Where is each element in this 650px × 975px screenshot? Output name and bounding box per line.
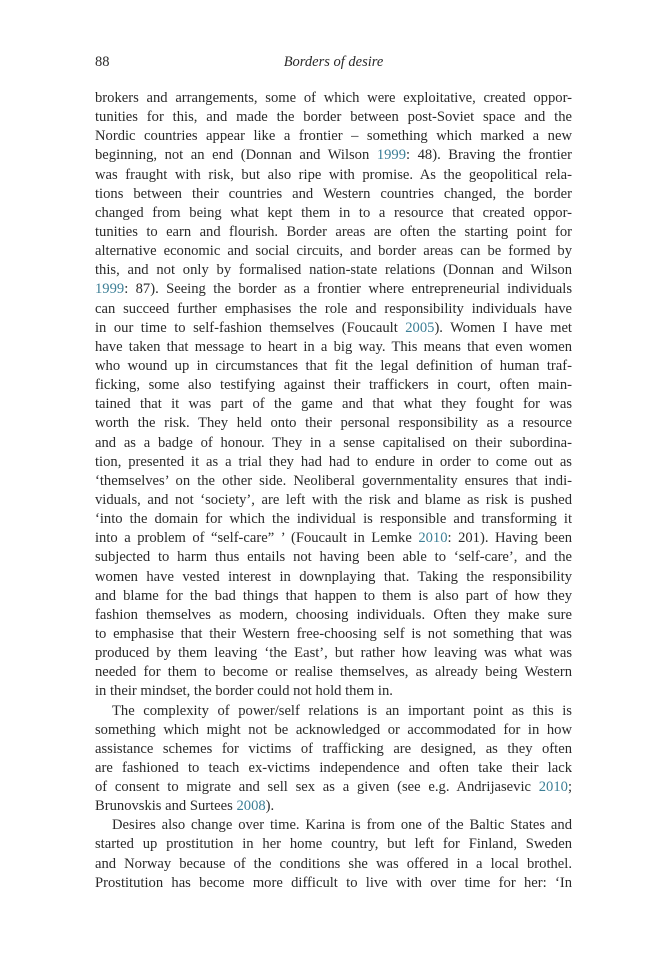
text-segment: : 87). Seeing the border as a frontier where entrepreneurial individuals [124,281,572,298]
text-line [95,376,572,395]
text-segment: tions between their countries and Western countries changed, the border [95,185,572,202]
citation-year-link[interactable]: 2010 [418,530,448,547]
text-segment: ; [567,779,572,796]
text-line [95,721,572,740]
text-line [95,108,572,127]
text-line [95,185,572,204]
text-segment: something which might not be acknowledged or accommodated for in how [95,721,572,738]
text-line [95,797,572,816]
text-line [95,682,572,701]
text-segment: who wound up in circumstances that fit the legal definition of human traf- [95,357,572,374]
text-line [95,568,572,587]
citation-year-link[interactable]: 2008 [236,798,266,815]
running-title: Borders of desire [283,54,384,70]
text-segment: worth the risk. They held onto their personal responsibility as a resource [95,415,572,432]
text-line [95,874,572,893]
text-segment: brokers and arrangements, some of which were exploitative, created oppor- [95,90,572,106]
text-line [95,644,572,663]
text-segment: this, and not only by formalised nation-state relations (Donnan and Wilson [95,262,572,279]
text-segment: Prostitution has become more difficult to live with over time for her: ‘In [95,874,572,891]
text-line [95,510,572,529]
text-line [95,835,572,854]
page-header [95,52,572,72]
text-line [95,816,572,835]
text-line [95,357,572,376]
text-line [95,529,572,548]
text-segment: to emphasise that their Western free-choosing self is not something that was [95,625,572,642]
text-line [95,453,572,472]
text-segment: can succeed further emphasises the role and responsibility individuals have [95,300,572,317]
citation-year-link[interactable]: 1999 [95,281,125,298]
text-line [95,587,572,606]
text-segment: tunities for this, and made the border between post-Soviet space and the [95,109,572,126]
text-line [95,491,572,510]
text-segment: into a problem of “self-care” ’ (Foucault in Lemke [95,530,419,547]
text-line [95,740,572,759]
text-line [95,261,572,280]
text-line [95,778,572,797]
text-line [95,759,572,778]
text-segment: women have vested interest in downplaying that. Taking the responsibility [95,568,572,585]
text-segment: ficking, some also testifying against their traffickers in court, often main- [95,377,572,394]
text-line [95,319,572,338]
text-segment: and blame for the bad things that happen to them is also part of how they [95,587,572,604]
text-segment: and Norway because of the conditions she was offered in a local brothel. [95,855,572,872]
text-segment: subjected to harm thus entails not having been able to ‘self-care’, and the [95,549,572,566]
text-line [95,89,572,108]
text-segment: in our time to self-fashion themselves (Foucault [95,319,406,336]
text-line [95,223,572,242]
text-segment: : 48). Braving the frontier [406,147,572,164]
text-segment: are fashioned to teach ex-victims independence and often take their lack [95,759,572,776]
citation-year-link[interactable]: 2010 [538,779,568,796]
text-line [95,606,572,625]
text-segment: ‘into the domain for which the individual is responsible and transforming it [95,511,572,528]
text-segment: tained that it was part of the game and that what they fought for was [95,396,572,413]
text-segment: The complexity of power/self relations is an important point as this is [112,702,572,719]
text-line [95,548,572,567]
text-line [95,414,572,433]
text-line [95,702,572,721]
text-segment: Desires also change over time. Karina is from one of the Baltic States and [112,817,572,834]
text-segment: produced by them leaving ‘the East’, but rather how leaving was what was [95,645,572,662]
text-line [95,127,572,146]
text-segment: tunities to earn and flourish. Border areas are often the starting point for [95,223,572,240]
text-segment: needed for them to become or realise themselves, as already being Western [95,664,572,681]
citation-year-link[interactable]: 2005 [405,319,435,336]
text-segment: Nordic countries appear like a frontier – something which marked a new [95,128,572,145]
text-line [95,338,572,357]
page-number: 88 [95,54,110,70]
text-segment: ). [265,798,275,815]
text-segment: was fraught with risk, but also ripe with promise. As the geopolitical rela- [95,166,572,183]
text-segment: Brunovskis and Surtees [95,798,237,815]
text-segment: changed from being what kept them in to a resource that created oppor- [95,204,572,221]
text-segment: and as a badge of honour. They in a sense capitalised on their subordina- [95,434,572,451]
text-line [95,855,572,874]
text-segment: ). Women I have met [434,319,572,336]
text-line [95,663,572,682]
text-segment: : 201). Having been [447,530,572,547]
text-line [95,625,572,644]
text-segment: viduals, and not ‘society’, are left with the risk and blame as risk is pushed [95,491,572,508]
text-line [95,146,572,165]
text-line [95,166,572,185]
body-text [95,89,572,893]
text-segment: of consent to migrate and sell sex as a given (see e.g. Andrijasevic [95,779,539,796]
text-line [95,300,572,319]
text-segment: tion, presented it as a trial they had had to endure in order to come out as [95,453,572,470]
text-segment: in their mindset, the border could not hold them in. [95,683,393,700]
text-line [95,242,572,261]
text-segment: alternative economic and social circuits, and border areas can be formed by [95,243,572,260]
text-segment: started up prostitution in her home country, but left for Finland, Sweden [95,836,572,853]
citation-year-link[interactable]: 1999 [376,147,407,164]
text-line [95,204,572,223]
text-segment: assistance schemes for victims of trafficking are designed, as they often [95,740,572,757]
text-segment: ‘themselves’ on the other side. Neoliberal governmentality ensures that indi- [95,472,572,489]
text-line [95,434,572,453]
text-segment: have taken that message to heart in a big way. This means that even women [95,338,572,355]
text-line [95,395,572,414]
text-line [95,280,572,299]
text-segment: fashion themselves as modern, choosing individuals. Often they make sure [95,606,572,623]
text-line [95,472,572,491]
text-segment: beginning, not an end (Donnan and Wilson [95,147,377,164]
